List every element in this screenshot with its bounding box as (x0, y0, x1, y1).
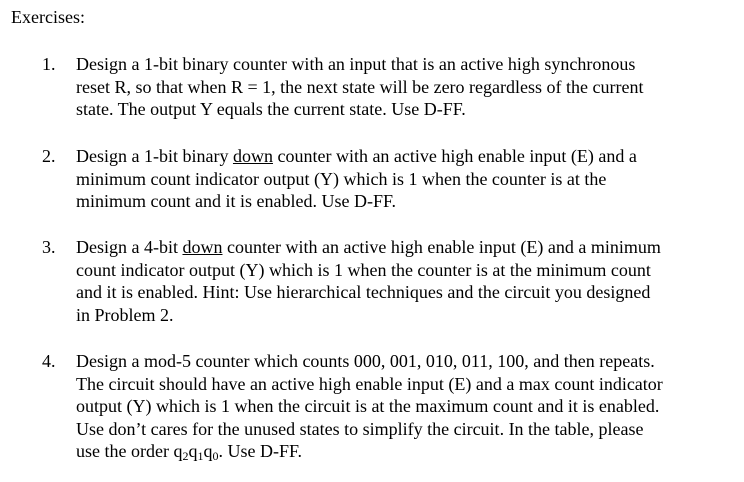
text-line: in Problem 2. (76, 304, 174, 325)
text-line (76, 440, 738, 463)
subscript: 0 (212, 449, 219, 464)
text-run: counter with an active high enable input (E) and a (272, 146, 637, 166)
page-heading: Exercises: (11, 7, 85, 27)
text-line: and it is enabled. Hint: Use hierarchical techniques and the circuit you designed (76, 282, 651, 303)
subscript: 2 (182, 449, 189, 464)
underlined-word: down (232, 146, 273, 166)
exercise-text (76, 53, 738, 121)
exercise-number: 3. (42, 237, 56, 257)
exercise-3 (42, 236, 738, 326)
text-line (76, 236, 738, 259)
text-line: The circuit should have an active high enable input (E) and a max count indicator (76, 373, 663, 394)
exercise-text (76, 350, 738, 463)
exercise-number: 1. (42, 54, 56, 74)
exercise-4 (42, 350, 738, 463)
exercise-2 (42, 145, 738, 213)
text-line: Design a 1-bit binary counter with an input that is an active high synchronous (76, 54, 636, 74)
text-line: reset R, so that when R = 1, the next state will be zero regardless of the current (76, 76, 644, 97)
exercise-1 (42, 53, 738, 121)
text-line (76, 145, 738, 168)
text-line: Design a mod-5 counter which counts 000, 001, 010, 011, 100, and then repeats. (76, 351, 655, 371)
exercise-text (76, 236, 738, 326)
exercise-text (76, 145, 738, 213)
exercise-number: 4. (42, 351, 56, 371)
text-run: counter with an active high enable input (E) and a minimum (222, 237, 661, 257)
text-line: output (Y) which is 1 when the circuit is at the maximum count and it is enabled. (76, 396, 660, 417)
exercise-number: 2. (42, 146, 56, 166)
text-run: . Use D-FF. (218, 441, 303, 462)
text-run: q (188, 441, 198, 462)
text-run: q (203, 441, 213, 462)
text-line: count indicator output (Y) which is 1 when the counter is at the minimum count (76, 259, 651, 280)
text-run: use the order q (76, 441, 183, 462)
text-line: minimum count and it is enabled. Use D-FF. (76, 191, 397, 212)
text-line: state. The output Y equals the current state. Use D-FF. (76, 99, 466, 120)
subscript: 1 (197, 449, 204, 464)
text-line: minimum count indicator output (Y) which is 1 when the counter is at the (76, 168, 607, 189)
text-run: Design a 4-bit (76, 237, 183, 257)
underlined-word: down (182, 237, 223, 257)
text-run: Design a 1-bit binary (76, 146, 233, 166)
text-line: Use don’t cares for the unused states to simplify the circuit. In the table, please (76, 418, 644, 439)
